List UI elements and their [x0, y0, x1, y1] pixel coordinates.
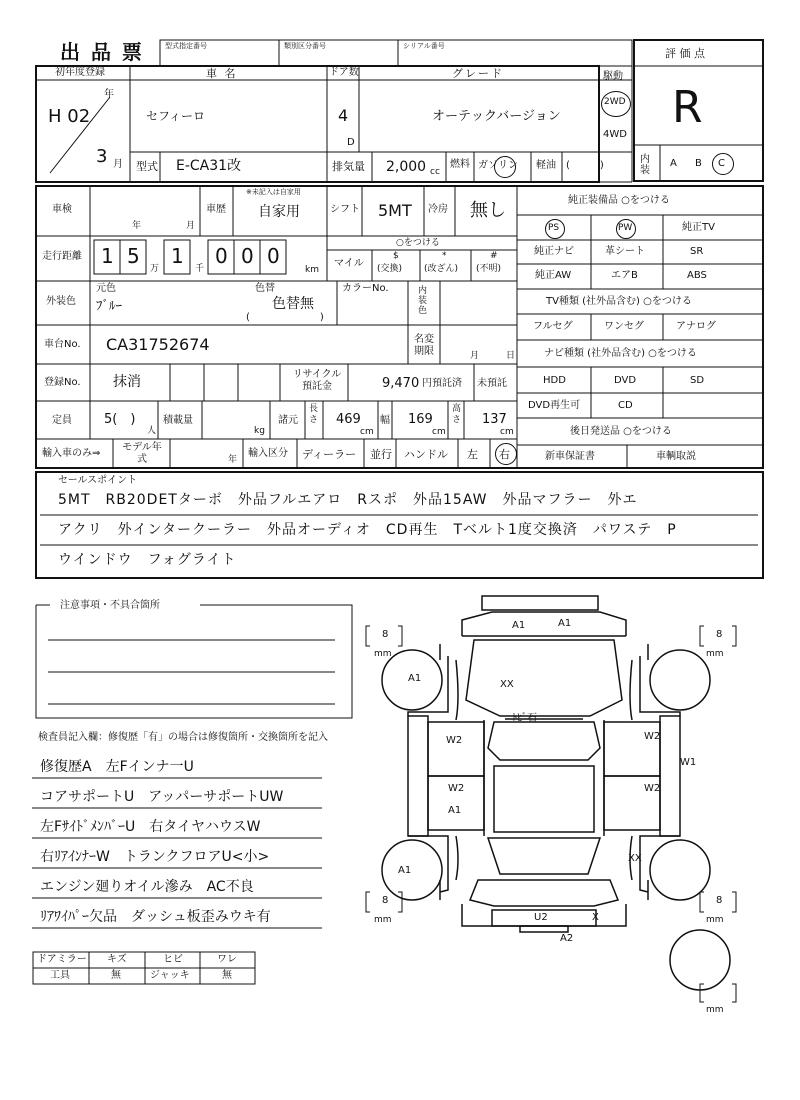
width-unit: cm — [432, 427, 446, 437]
interior-color-label: 内装色 — [418, 286, 428, 316]
handle-label: ハンドル — [404, 448, 448, 461]
car-name-label: 車 名 — [206, 67, 238, 80]
shift-label: シフト — [330, 204, 360, 215]
length-value: 469 — [336, 412, 361, 427]
tire-fl-mm-value: 8 — [382, 629, 389, 640]
chassis-value: CA31752674 — [106, 335, 210, 354]
tire-fr-mm-unit: mm — [706, 649, 724, 659]
tire-rl-mm-value: 8 — [382, 895, 389, 906]
doors-suffix: D — [347, 137, 355, 148]
oem-item-leather: 革シート — [605, 246, 645, 257]
form-title: 出 品 票 — [60, 40, 144, 64]
mark-a1-bumper-1: A1 — [512, 620, 526, 631]
mark-xx-rr: XX — [628, 853, 642, 864]
mileage-sen: 千 — [195, 264, 205, 274]
width-value: 169 — [408, 412, 433, 427]
model-label: 型式 — [136, 160, 158, 173]
later-item-manual: 車輌取説 — [656, 451, 696, 462]
history-value: 自家用 — [258, 204, 300, 220]
capacity-value: 5( ) — [104, 412, 136, 427]
repaint-paren: ( ) — [246, 312, 324, 323]
fuel-gasoline: ガソリン — [478, 160, 518, 171]
sales-line-2: アクリ 外インタークーラー 外品オーディオ CD再生 Tベルト1度交換済 パワステ P — [58, 522, 677, 538]
title-change-label: 名変期限 — [414, 334, 434, 357]
tire-rr-mm-value: 8 — [716, 895, 723, 906]
length-label: 長さ — [309, 404, 319, 425]
color-no-label: カラーNo. — [342, 283, 389, 294]
oem-item-sr: SR — [690, 246, 704, 257]
drive-2wd: 2WD — [604, 97, 626, 107]
nav-title: ナビ種類 (社外品含む) ○をつける — [544, 348, 697, 359]
mileage-digit-4: 0 — [215, 244, 228, 268]
title-change-month: 月 — [470, 351, 480, 361]
import-parallel: 並行 — [370, 448, 392, 461]
small-row-jack: ジャッキ — [150, 970, 190, 981]
height-label: 高さ — [452, 404, 462, 425]
shift-value: 5MT — [378, 201, 412, 220]
tv-item-analog: アナログ — [676, 321, 716, 332]
grade-label: グレード — [452, 67, 504, 80]
evaluation-score: R — [672, 82, 703, 133]
fuel-label: 燃料 — [450, 159, 470, 170]
interior-grade-b: B — [695, 158, 702, 169]
model-value: E-CA31改 — [176, 158, 242, 174]
repair-line-6: ﾘｱﾜｲﾊﾟｰ欠品 ダッシュ板歪みウキ有 — [40, 909, 271, 925]
evaluation-label: 評 価 点 — [665, 47, 705, 60]
small-row-tools-value: 無 — [111, 970, 121, 981]
recycle-pending: 未預託 — [477, 378, 507, 389]
recycle-label: リサイクル預託金 — [292, 369, 342, 392]
mark-w1-right-side: W1 — [680, 757, 697, 768]
interior-label: 内装 — [640, 154, 650, 176]
mileage-label: 走行距離 — [42, 251, 82, 262]
recycle-unit: 円預託済 — [422, 378, 462, 389]
first-reg-year: H 02 — [48, 106, 91, 127]
mileage-km: km — [305, 265, 319, 275]
grade-value: オーテックバージョン — [432, 109, 561, 124]
mileage-mile: マイル — [334, 258, 364, 269]
mark-a1-bumper-2: A1 — [558, 618, 572, 629]
load-label: 積載量 — [163, 415, 193, 426]
ac-label: 冷房 — [428, 204, 448, 215]
model-year-label: モデル年式 — [122, 442, 162, 465]
mileage-note: ○をつける — [396, 238, 440, 248]
spare-mm-unit: mm — [706, 1005, 724, 1015]
repair-line-3: 左FｻｲﾄﾞﾒﾝﾊﾞｰU 右タイヤハウスW — [40, 819, 261, 835]
inspection-label: 車検 — [52, 204, 72, 215]
mileage-unknown: (不明) — [476, 264, 502, 274]
mileage-man: 万 — [150, 264, 160, 274]
oem-item-aw: 純正AW — [535, 270, 572, 281]
height-unit: cm — [500, 427, 514, 437]
tire-rl-mm-unit: mm — [374, 915, 392, 925]
tv-item-one: ワンセグ — [604, 321, 644, 332]
car-name: セフィーロ — [146, 109, 206, 123]
chassis-label: 車台No. — [44, 339, 81, 350]
capacity-unit: 人 — [147, 426, 157, 436]
nav-item-dvd-play: DVD再生可 — [528, 400, 581, 411]
tire-fl-mm-unit: mm — [374, 649, 392, 659]
oem-item-nav: 純正ナビ — [534, 246, 574, 257]
tire-fr-mm-value: 8 — [716, 629, 723, 640]
small-row-jack-value: 無 — [222, 970, 232, 981]
mark-a1-rl-tire: A1 — [398, 865, 412, 876]
mileage-exchange: (交換) — [377, 264, 403, 274]
mark-chip-windshield: ﾄﾋﾞ石 — [512, 713, 537, 724]
small-row-tools: 工具 — [50, 970, 70, 981]
oem-item-abs: ABS — [687, 270, 707, 281]
mileage-digit-6: 0 — [267, 244, 280, 268]
displacement-label: 排気量 — [332, 160, 365, 173]
model-designation-label: 型式指定番号 — [165, 42, 207, 50]
mark-w2-right-front-door: W2 — [644, 731, 661, 742]
mark-w2-left-front-door: W2 — [446, 735, 463, 746]
original-color: ﾌﾞﾙｰ — [96, 299, 122, 314]
displacement-unit: cc — [430, 167, 440, 177]
oem-item-ps: PS — [548, 223, 560, 233]
serial-label: シリアル番号 — [403, 42, 445, 50]
inspection-month: 月 — [186, 221, 196, 231]
drive-label: 駆動 — [603, 71, 623, 82]
mileage-unknown-sym: # — [490, 251, 498, 261]
category-label: 類別区分番号 — [284, 42, 326, 50]
nav-item-cd: CD — [618, 400, 633, 411]
length-unit: cm — [360, 427, 374, 437]
nav-item-dvd: DVD — [614, 375, 637, 386]
caution-label: 注意事項・不具合箇所 — [56, 601, 164, 611]
small-header-scratch: キズ — [107, 954, 127, 965]
registration-value: 抹消 — [113, 374, 141, 390]
displacement-value: 2,000 — [386, 159, 427, 175]
small-header-mirror: ドアミラー — [37, 954, 87, 965]
dims-label: 諸元 — [278, 415, 298, 426]
history-note: ※未記入は自家用 — [246, 188, 301, 196]
mileage-tamper-sym: * — [442, 251, 447, 261]
mark-x-trunk: X — [592, 912, 599, 923]
handle-right: 右 — [499, 448, 510, 461]
tv-item-full: フルセグ — [533, 321, 573, 332]
fuel-diesel: 軽油 — [536, 160, 556, 171]
mark-xx-hood: XX — [500, 679, 514, 690]
drive-4wd: 4WD — [603, 129, 627, 140]
registration-label: 登録No. — [44, 377, 81, 388]
import-type-label: 輸入区分 — [248, 448, 288, 459]
doors-value: 4 — [338, 106, 349, 125]
mileage-digit-2: 5 — [127, 244, 140, 268]
mark-u2-trunk: U2 — [534, 912, 548, 923]
width-label: 幅 — [380, 415, 390, 426]
nav-item-sd: SD — [690, 375, 705, 386]
first-reg-label: 初年度登録 — [55, 67, 105, 78]
capacity-label: 定員 — [52, 415, 72, 426]
mileage-digit-1: 1 — [101, 244, 114, 268]
load-unit: kg — [254, 426, 265, 436]
history-label: 車歴 — [206, 204, 226, 215]
doors-label: ドア数 — [329, 67, 359, 78]
sales-label: セールスポイント — [58, 475, 138, 486]
inspection-year: 年 — [132, 221, 142, 231]
handle-left: 左 — [467, 448, 478, 461]
interior-grade-a: A — [670, 158, 677, 169]
sales-line-3: ウインドウ フォグライト — [58, 552, 237, 568]
mark-a2-rear-bumper: A2 — [560, 933, 574, 944]
mark-w2-left-rear-door: W2 — [448, 783, 465, 794]
height-value: 137 — [482, 412, 507, 427]
first-reg-month: 3 — [96, 146, 108, 167]
recycle-amount: 9,470 — [382, 376, 420, 391]
import-label: 輸入車のみ⇒ — [42, 448, 101, 459]
repaint-value: 色替無 — [272, 296, 314, 312]
color-label: 外装色 — [46, 296, 76, 307]
small-header-crack: ヒビ — [163, 954, 183, 965]
oem-item-tv: 純正TV — [682, 222, 715, 233]
oem-title: 純正装備品 ○をつける — [568, 195, 670, 206]
fuel-other: ( ) — [566, 160, 604, 171]
small-header-break: ワレ — [217, 954, 237, 965]
mileage-exchange-sym: $ — [393, 251, 399, 261]
repair-line-5: エンジン廻りオイル滲み AC不良 — [40, 879, 254, 895]
tire-rr-mm-unit: mm — [706, 915, 724, 925]
interior-grade-c: C — [718, 158, 725, 169]
repair-line-4: 右ﾘｱｲﾝﾅｰW トランクフロアU<小> — [40, 849, 270, 865]
mileage-digit-3: 1 — [171, 244, 184, 268]
model-year-unit: 年 — [228, 455, 238, 465]
later-title: 後日発送品 ○をつける — [570, 426, 672, 437]
repair-line-2: コアサポートU アッパーサポートUW — [40, 789, 284, 805]
import-dealer: ディーラー — [302, 448, 357, 461]
repair-line-1: 修復歴A 左Fインナ一U — [40, 759, 194, 775]
oem-item-airbag: エアB — [611, 270, 638, 281]
oem-item-pw: PW — [618, 223, 633, 233]
mileage-digit-5: 0 — [241, 244, 254, 268]
nav-item-hdd: HDD — [543, 375, 566, 386]
original-color-label: 元色 — [96, 283, 116, 294]
mark-w2-right-rear-door: W2 — [644, 783, 661, 794]
year-unit: 年 — [104, 89, 114, 100]
title-change-day: 日 — [506, 351, 516, 361]
ac-value: 無し — [470, 200, 506, 221]
month-unit: 月 — [113, 159, 123, 170]
later-item-warranty: 新車保証書 — [545, 451, 595, 462]
mark-a1-left-rear-door: A1 — [448, 805, 462, 816]
sales-line-1: 5MT RB20DETターボ 外品フルエアロ Rスポ 外品15AW 外品マフラー 外エ — [58, 492, 638, 508]
tv-title: TV種類 (社外品含む) ○をつける — [546, 296, 692, 307]
inspector-label: 検査員記入欄：修復歴「有」の場合は修復箇所・交換箇所を記入 — [38, 732, 328, 743]
repaint-label: 色替 — [255, 283, 275, 294]
mark-a1-fl-tire: A1 — [408, 673, 422, 684]
mileage-tamper: (改ざん) — [424, 264, 459, 274]
